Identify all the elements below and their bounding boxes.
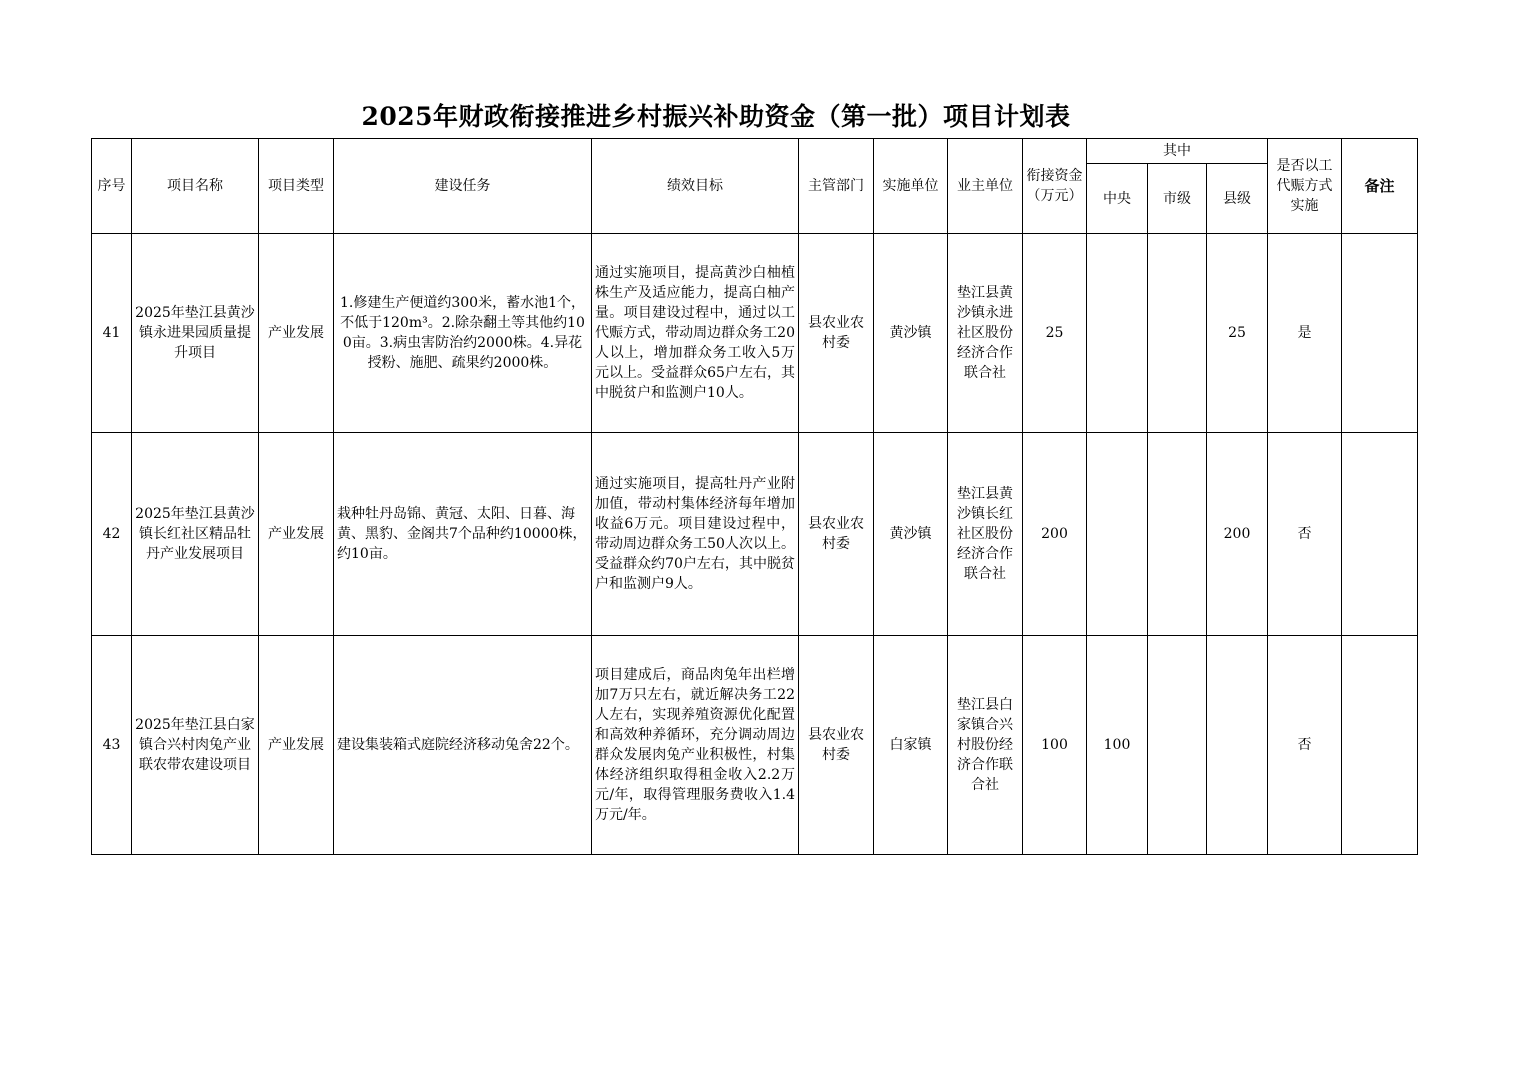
header-remark: 备注	[1342, 139, 1418, 234]
cell-workfare: 是	[1268, 234, 1342, 433]
cell-seq: 42	[92, 433, 132, 636]
cell-remark	[1342, 234, 1418, 433]
cell-department: 县农业农村委	[799, 433, 874, 636]
header-performance-goal: 绩效目标	[592, 139, 799, 234]
table-row	[92, 433, 1418, 636]
cell-construction-task: 1.修建生产便道约300米，蓄水池1个，不低于120m³。2.除杂翻土等其他约100亩。3.病虫害防治约2000株。4.异花授粉、施肥、疏果约2000株。	[334, 234, 592, 433]
cell-project-type: 产业发展	[259, 234, 334, 433]
cell-city	[1148, 636, 1207, 855]
cell-owner-unit: 垫江县黄沙镇长红社区股份经济合作联合社	[948, 433, 1023, 636]
header-seq: 序号	[92, 139, 132, 234]
cell-funds: 200	[1023, 433, 1087, 636]
header-construction-task: 建设任务	[334, 139, 592, 234]
header-implementing-unit: 实施单位	[874, 139, 948, 234]
cell-funds: 100	[1023, 636, 1087, 855]
cell-central: 100	[1087, 636, 1148, 855]
cell-implementing-unit: 黄沙镇	[874, 433, 948, 636]
table-row	[92, 234, 1418, 433]
cell-implementing-unit: 白家镇	[874, 636, 948, 855]
cell-central	[1087, 433, 1148, 636]
cell-construction-task: 建设集装箱式庭院经济移动兔舍22个。	[334, 636, 592, 855]
header-city: 市级	[1148, 164, 1207, 234]
cell-project-type: 产业发展	[259, 433, 334, 636]
cell-project-type: 产业发展	[259, 636, 334, 855]
cell-remark	[1342, 636, 1418, 855]
cell-performance-goal: 通过实施项目，提高牡丹产业附加值，带动村集体经济每年增加收益6万元。项目建设过程中，带动周边群众务工50人次以上。受益群众约70户左右，其中脱贫户和监测户9人。	[592, 433, 799, 636]
cell-funds: 25	[1023, 234, 1087, 433]
header-among: 其中	[1087, 139, 1268, 164]
cell-seq: 43	[92, 636, 132, 855]
header-funds: 衔接资金（万元）	[1023, 139, 1087, 234]
cell-project-name: 2025年垫江县黄沙镇永进果园质量提升项目	[132, 234, 259, 433]
cell-city	[1148, 433, 1207, 636]
cell-project-name: 2025年垫江县黄沙镇长红社区精品牡丹产业发展项目	[132, 433, 259, 636]
project-plan-table	[91, 138, 1418, 855]
cell-county	[1207, 636, 1268, 855]
cell-city	[1148, 234, 1207, 433]
cell-department: 县农业农村委	[799, 636, 874, 855]
cell-county: 200	[1207, 433, 1268, 636]
cell-owner-unit: 垫江县黄沙镇永进社区股份经济合作联合社	[948, 234, 1023, 433]
cell-construction-task: 栽种牡丹岛锦、黄冠、太阳、日暮、海黄、黑豹、金阁共7个品种约10000株，约10亩。	[334, 433, 592, 636]
header-county: 县级	[1207, 164, 1268, 234]
cell-county: 25	[1207, 234, 1268, 433]
header-project-type: 项目类型	[259, 139, 334, 234]
cell-performance-goal: 通过实施项目，提高黄沙白柚植株生产及适应能力，提高白柚产量。项目建设过程中，通过以工代赈方式，带动周边群众务工20人以上，增加群众务工收入5万元以上。受益群众65户左右，其中脱贫户和监测户10人。	[592, 234, 799, 433]
cell-seq: 41	[92, 234, 132, 433]
header-workfare: 是否以工代赈方式实施	[1268, 139, 1342, 234]
cell-department: 县农业农村委	[799, 234, 874, 433]
header-central: 中央	[1087, 164, 1148, 234]
header-owner-unit: 业主单位	[948, 139, 1023, 234]
header-row	[92, 139, 1418, 164]
cell-workfare: 否	[1268, 433, 1342, 636]
header-project-name: 项目名称	[132, 139, 259, 234]
cell-project-name: 2025年垫江县白家镇合兴村肉兔产业联农带农建设项目	[132, 636, 259, 855]
cell-implementing-unit: 黄沙镇	[874, 234, 948, 433]
page-title: 2025年财政衔接推进乡村振兴补助资金（第一批）项目计划表	[361, 102, 1071, 131]
header-department: 主管部门	[799, 139, 874, 234]
cell-central	[1087, 234, 1148, 433]
cell-owner-unit: 垫江县白家镇合兴村股份经济合作联合社	[948, 636, 1023, 855]
table-row	[92, 636, 1418, 855]
cell-workfare: 否	[1268, 636, 1342, 855]
cell-performance-goal: 项目建成后，商品肉兔年出栏增加7万只左右，就近解决务工22人左右，实现养殖资源优化配置和高效种养循环，充分调动周边群众发展肉兔产业积极性，村集体经济组织取得租金收入2.2万元/年，取得管理服务费收入1.4万元/年。	[592, 636, 799, 855]
cell-remark	[1342, 433, 1418, 636]
